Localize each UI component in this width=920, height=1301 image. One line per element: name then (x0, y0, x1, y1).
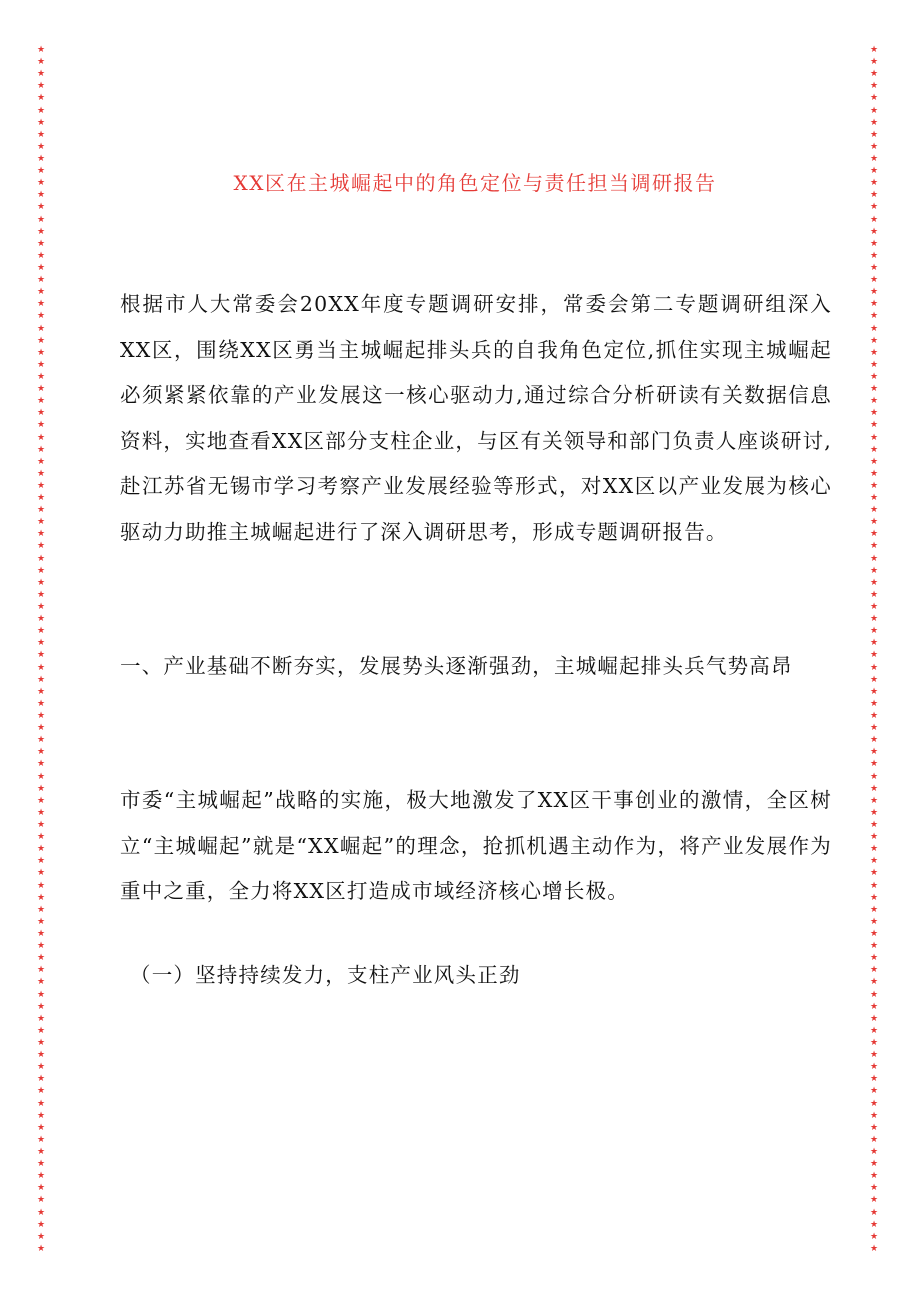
star-icon: ★ (36, 614, 46, 625)
star-icon: ★ (869, 1013, 879, 1024)
star-icon: ★ (869, 711, 879, 722)
star-icon: ★ (36, 69, 46, 80)
star-icon: ★ (36, 1183, 46, 1194)
star-icon: ★ (36, 347, 46, 358)
star-icon: ★ (869, 105, 879, 116)
star-icon: ★ (869, 553, 879, 564)
star-icon: ★ (869, 456, 879, 467)
star-icon: ★ (869, 856, 879, 867)
star-icon: ★ (869, 880, 879, 891)
star-icon: ★ (36, 323, 46, 334)
star-icon: ★ (869, 250, 879, 261)
star-icon: ★ (36, 311, 46, 322)
star-icon: ★ (869, 190, 879, 201)
star-icon: ★ (36, 723, 46, 734)
star-icon: ★ (869, 1062, 879, 1073)
star-icon: ★ (869, 1098, 879, 1109)
star-icon: ★ (36, 856, 46, 867)
star-icon: ★ (36, 384, 46, 395)
star-icon: ★ (36, 250, 46, 261)
star-icon: ★ (869, 384, 879, 395)
star-icon: ★ (36, 1062, 46, 1073)
star-icon: ★ (36, 214, 46, 225)
star-icon: ★ (36, 820, 46, 830)
star-icon: ★ (869, 299, 879, 310)
star-icon: ★ (869, 820, 879, 830)
star-icon: ★ (869, 323, 879, 334)
subsection-heading-1: （一）坚持持续发力，支柱产业风头正劲 (130, 963, 521, 987)
star-icon: ★ (36, 1037, 46, 1048)
star-icon: ★ (869, 1171, 879, 1182)
star-icon: ★ (869, 359, 879, 370)
star-icon: ★ (36, 1159, 46, 1170)
star-icon: ★ (36, 747, 46, 758)
star-icon: ★ (869, 747, 879, 758)
star-icon: ★ (869, 941, 879, 952)
star-icon: ★ (869, 93, 879, 104)
star-icon: ★ (36, 359, 46, 370)
star-icon: ★ (869, 771, 879, 782)
star-icon: ★ (36, 529, 46, 540)
star-icon: ★ (869, 965, 879, 976)
star-icon: ★ (36, 904, 46, 915)
star-icon: ★ (36, 783, 46, 794)
star-icon: ★ (869, 153, 879, 164)
star-icon: ★ (869, 371, 879, 382)
star-icon: ★ (869, 505, 879, 516)
star-icon: ★ (869, 1219, 879, 1230)
star-icon: ★ (869, 1086, 879, 1097)
star-icon: ★ (869, 396, 879, 407)
star-icon: ★ (869, 868, 879, 879)
star-icon: ★ (869, 1122, 879, 1133)
star-icon: ★ (869, 57, 879, 68)
star-icon: ★ (869, 493, 879, 504)
star-icon: ★ (36, 105, 46, 116)
star-icon: ★ (36, 517, 46, 528)
star-icon: ★ (36, 141, 46, 152)
star-icon: ★ (36, 1231, 46, 1242)
star-icon: ★ (36, 371, 46, 382)
star-icon: ★ (36, 735, 46, 746)
star-icon: ★ (869, 529, 879, 540)
star-icon: ★ (36, 166, 46, 177)
star-icon: ★ (36, 275, 46, 286)
star-icon: ★ (36, 505, 46, 516)
star-icon: ★ (869, 832, 879, 843)
star-icon: ★ (869, 1183, 879, 1194)
star-icon: ★ (869, 202, 879, 213)
star-icon: ★ (36, 1171, 46, 1182)
star-icon: ★ (36, 577, 46, 588)
star-icon: ★ (869, 759, 879, 770)
star-icon: ★ (869, 420, 879, 431)
star-icon: ★ (869, 81, 879, 92)
star-icon: ★ (36, 1086, 46, 1097)
star-icon: ★ (869, 275, 879, 286)
star-icon: ★ (36, 287, 46, 298)
right-star-border (868, 46, 880, 1254)
star-icon: ★ (869, 686, 879, 697)
star-icon: ★ (36, 117, 46, 128)
star-icon: ★ (36, 977, 46, 988)
star-icon: ★ (869, 1110, 879, 1121)
star-icon: ★ (36, 1146, 46, 1157)
star-icon: ★ (869, 662, 879, 673)
star-icon: ★ (36, 420, 46, 431)
star-icon: ★ (36, 1207, 46, 1218)
star-icon: ★ (869, 1243, 879, 1254)
star-icon: ★ (869, 238, 879, 249)
star-icon: ★ (869, 214, 879, 225)
star-icon: ★ (36, 45, 46, 55)
star-icon: ★ (869, 989, 879, 1000)
star-icon: ★ (869, 141, 879, 152)
star-icon: ★ (869, 589, 879, 600)
star-icon: ★ (36, 1243, 46, 1254)
star-icon: ★ (36, 892, 46, 903)
star-icon: ★ (36, 153, 46, 164)
star-icon: ★ (36, 698, 46, 709)
star-icon: ★ (869, 953, 879, 964)
star-icon: ★ (36, 674, 46, 685)
star-icon: ★ (36, 626, 46, 637)
star-icon: ★ (869, 408, 879, 419)
star-icon: ★ (869, 614, 879, 625)
star-icon: ★ (869, 1195, 879, 1206)
star-icon: ★ (869, 735, 879, 746)
star-icon: ★ (869, 1074, 879, 1085)
star-icon: ★ (36, 57, 46, 68)
star-icon: ★ (869, 1050, 879, 1061)
star-icon: ★ (869, 1134, 879, 1145)
section-1-paragraph: 市委“主城崛起”战略的实施，极大地激发了XX区干事创业的激情，全区树立“主城崛起”就是“XX崛起”的理念，抢抓机遇主动作为，将产业发展作为重中之重，全力将XX区打造成市域经济核心增长极。 (120, 788, 832, 903)
star-icon: ★ (869, 698, 879, 709)
intro-paragraph: 根据市人大常委会20XX年度专题调研安排，常委会第二专题调研组深入XX区，围绕XX区勇当主城崛起排头兵的自我角色定位,抓住实现主城崛起必须紧紧依靠的产业发展这一核心驱动力,通过综合分析研读有关数据信息资料，实地查看XX区部分支柱企业，与区有关领导和部门负责人座谈研讨,赴江苏省无锡市学习考察产业发展经验等形式，对XX区以产业发展为核心驱动力助推主城崛起进行了深入调研思考，形成专题调研报告。 (120, 292, 833, 544)
star-icon: ★ (36, 553, 46, 564)
star-icon: ★ (869, 565, 879, 576)
star-icon: ★ (36, 989, 46, 1000)
star-icon: ★ (869, 723, 879, 734)
star-icon: ★ (36, 456, 46, 467)
star-icon: ★ (36, 953, 46, 964)
star-icon: ★ (36, 432, 46, 443)
star-icon: ★ (36, 759, 46, 770)
star-icon: ★ (36, 493, 46, 504)
star-icon: ★ (869, 480, 879, 491)
star-icon: ★ (36, 965, 46, 976)
star-icon: ★ (869, 468, 879, 479)
star-icon: ★ (36, 81, 46, 92)
star-icon: ★ (36, 480, 46, 491)
star-icon: ★ (36, 1122, 46, 1133)
star-icon: ★ (869, 916, 879, 927)
star-icon: ★ (36, 262, 46, 273)
star-icon: ★ (36, 711, 46, 722)
star-icon: ★ (869, 541, 879, 552)
star-icon: ★ (36, 928, 46, 939)
star-icon: ★ (869, 1001, 879, 1012)
star-icon: ★ (36, 1001, 46, 1012)
star-icon: ★ (36, 444, 46, 455)
star-icon: ★ (869, 262, 879, 273)
star-icon: ★ (869, 178, 879, 189)
star-icon: ★ (869, 1025, 879, 1036)
star-icon: ★ (36, 1110, 46, 1121)
star-icon: ★ (869, 1231, 879, 1242)
star-icon: ★ (869, 69, 879, 80)
star-icon: ★ (36, 565, 46, 576)
star-icon: ★ (36, 408, 46, 419)
star-icon: ★ (869, 117, 879, 128)
star-icon: ★ (36, 396, 46, 407)
star-icon: ★ (36, 202, 46, 213)
star-icon: ★ (869, 892, 879, 903)
star-icon: ★ (36, 807, 46, 818)
star-icon: ★ (36, 178, 46, 189)
star-icon: ★ (36, 868, 46, 879)
star-icon: ★ (36, 190, 46, 201)
star-icon: ★ (869, 1146, 879, 1157)
star-icon: ★ (869, 311, 879, 322)
star-icon: ★ (36, 468, 46, 479)
star-icon: ★ (36, 541, 46, 552)
star-icon: ★ (869, 904, 879, 915)
star-icon: ★ (36, 1219, 46, 1230)
star-icon: ★ (36, 844, 46, 855)
star-icon: ★ (869, 45, 879, 55)
star-icon: ★ (869, 795, 879, 806)
star-icon: ★ (36, 238, 46, 249)
star-icon: ★ (36, 1013, 46, 1024)
star-icon: ★ (869, 844, 879, 855)
star-icon: ★ (36, 650, 46, 661)
star-icon: ★ (36, 589, 46, 600)
star-icon: ★ (869, 1207, 879, 1218)
star-icon: ★ (869, 1159, 879, 1170)
star-icon: ★ (869, 807, 879, 818)
star-icon: ★ (869, 347, 879, 358)
star-icon: ★ (36, 299, 46, 310)
star-icon: ★ (869, 602, 879, 613)
star-icon: ★ (36, 638, 46, 649)
star-icon: ★ (869, 626, 879, 637)
star-icon: ★ (36, 771, 46, 782)
star-icon: ★ (36, 662, 46, 673)
star-icon: ★ (36, 93, 46, 104)
star-icon: ★ (869, 226, 879, 237)
star-icon: ★ (869, 432, 879, 443)
star-icon: ★ (869, 638, 879, 649)
star-icon: ★ (36, 226, 46, 237)
star-icon: ★ (36, 1098, 46, 1109)
star-icon: ★ (869, 674, 879, 685)
star-icon: ★ (36, 832, 46, 843)
star-icon: ★ (869, 517, 879, 528)
star-icon: ★ (36, 795, 46, 806)
star-icon: ★ (869, 1037, 879, 1048)
star-icon: ★ (869, 166, 879, 177)
star-icon: ★ (36, 1050, 46, 1061)
star-icon: ★ (869, 577, 879, 588)
section-heading-1: 一、产业基础不断夯实，发展势头逐渐强劲，主城崛起排头兵气势高昂 (120, 654, 793, 678)
star-icon: ★ (869, 650, 879, 661)
left-star-border (35, 46, 47, 1254)
star-icon: ★ (36, 916, 46, 927)
star-icon: ★ (36, 335, 46, 346)
star-icon: ★ (36, 1074, 46, 1085)
star-icon: ★ (36, 941, 46, 952)
star-icon: ★ (869, 444, 879, 455)
star-icon: ★ (36, 1025, 46, 1036)
star-icon: ★ (36, 602, 46, 613)
star-icon: ★ (36, 880, 46, 891)
star-icon: ★ (869, 783, 879, 794)
document-title: XX区在主城崛起中的角色定位与责任担当调研报告 (233, 171, 717, 195)
star-icon: ★ (36, 686, 46, 697)
star-icon: ★ (869, 287, 879, 298)
star-icon: ★ (869, 335, 879, 346)
star-icon: ★ (36, 1134, 46, 1145)
star-icon: ★ (869, 129, 879, 140)
star-icon: ★ (36, 129, 46, 140)
star-icon: ★ (36, 1195, 46, 1206)
star-icon: ★ (869, 977, 879, 988)
star-icon: ★ (869, 928, 879, 939)
